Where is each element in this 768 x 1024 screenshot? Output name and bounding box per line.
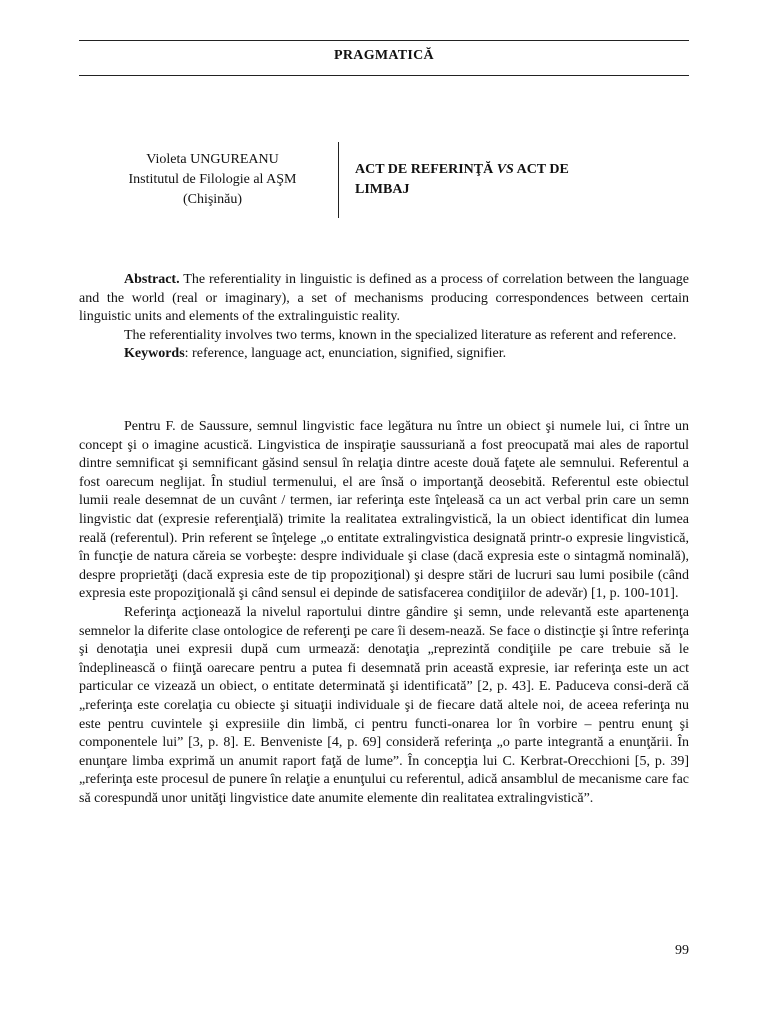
body-paragraph-2: Referinţa acţionează la nivelul raportului dintre gândire şi semn, unde relevantă este apartenenţa semnelor la diferite clase ontologice de referenţi pe care îi desem-nează. Se face o distincţie şi între referinţa şi denotaţia unei expresii după cum urmează: denotaţia „reprezintă condiţiile pe care trebuie să le îndeplinească o fiinţă oarecare pentru a putea fi desemnată prin această expresie, iar referinţa este un act particular ce vizează un obiect, o entitate determinată şi identificată” [2, p. 43]. E. Paduceva consi-deră că „referinţa este corelaţia cu obiecte şi situaţii individuale şi de fiecare dată altele noi, de aceea referinţa nu este pentru cuvintele şi expresiile din limbă, ci pentru functi-onarea lor în vorbire – pentru enunţ şi componentele lui” [3, p. 8]. E. Benveniste [4, p. 69] consideră referinţa „o parte integrantă a enunţării. În enunţare limba exprimă un anumit raport faţă de lume”. În concepţia lui C. Kerbrat-Orecchioni [5, p. 39] „referinţa este procesul de punere în relaţie a enunţului cu referentul, adică ansamblul de mecanisme care fac să corespundă unor unităţi lingvistice date anumite elemente din realitatea extralingvistică”. [79,604,689,806]
body-text [79,418,689,808]
title-divider [338,142,339,218]
body-paragraph-1: Pentru F. de Saussure, semnul lingvistic face legătura nu între un obiect şi numele lui, ci între un concept şi o imagine acustică. Lingvistica de inspiraţie saussuriană a fost preocupată mai ales de raportul dintre semnificat şi semnificant găsind sensul în relaţia dintre aceste două faţete ale semnului. Referentul a fost oarecum neglijat. În studiul termenului, el are însă o importanţă deosebită. Referentul este obiectul lumii reale desemnat de un cuvânt / termen, iar referinţa este înţeleasă ca un act verbal prin care un semn lingvistic dat (expresie referenţială) trimite la realitatea extralingvistică, la un obiect identificat din lumea reală (referentul). Prin referent se înţelege „o entitate extralingvistica designată printr-o expresie lingvistică, în funcţie de natura căreia se vorbeşte: despre individuale şi clase (dacă expresia este o sintagmă nominală), despre proprietăţi (dacă expresia este de tip propoziţional) şi despre stări de lucruri sau lumi posibile (când expresia este propoziţională şi când sensul ei depinde de satisfacerea condiţiilor de adevăr) [1, p. 100-101]. [79,419,689,602]
author-block [95,150,330,210]
abstract-paragraph [79,271,689,327]
keywords-label: Keywords [124,346,185,362]
abstract-paragraph-2: The referentiality involves two terms, known in the specialized literature as referent and reference. [124,327,677,343]
section-title: PRAGMATICĂ [334,48,434,63]
header-top-rule [79,40,689,41]
abstract-text: The referentiality in linguistic is defined as a process of correlation between the language and the world (real or imaginary), a set of mechanisms producing correspondences between certain linguistic units and elements of the extralinguistic reality. [79,272,690,325]
author-institution: Institutul de Filologie al AŞM [128,172,297,187]
header-bottom-rule [79,75,689,76]
keywords-text: : reference, language act, enunciation, signified, signifier. [184,346,507,362]
abstract [79,271,689,364]
author-location: (Chişinău) [182,192,243,207]
title-part1: ACT DE REFERINŢĂ [355,162,494,177]
page-number: 99 [675,943,689,958]
author-name: Violeta UNGUREANU [146,152,279,167]
title-vs: VS [496,162,514,177]
title-part2: ACT DE LIMBAJ [355,162,569,197]
article-title [355,160,615,200]
keywords-paragraph [79,345,689,364]
abstract-label: Abstract. [124,272,180,287]
